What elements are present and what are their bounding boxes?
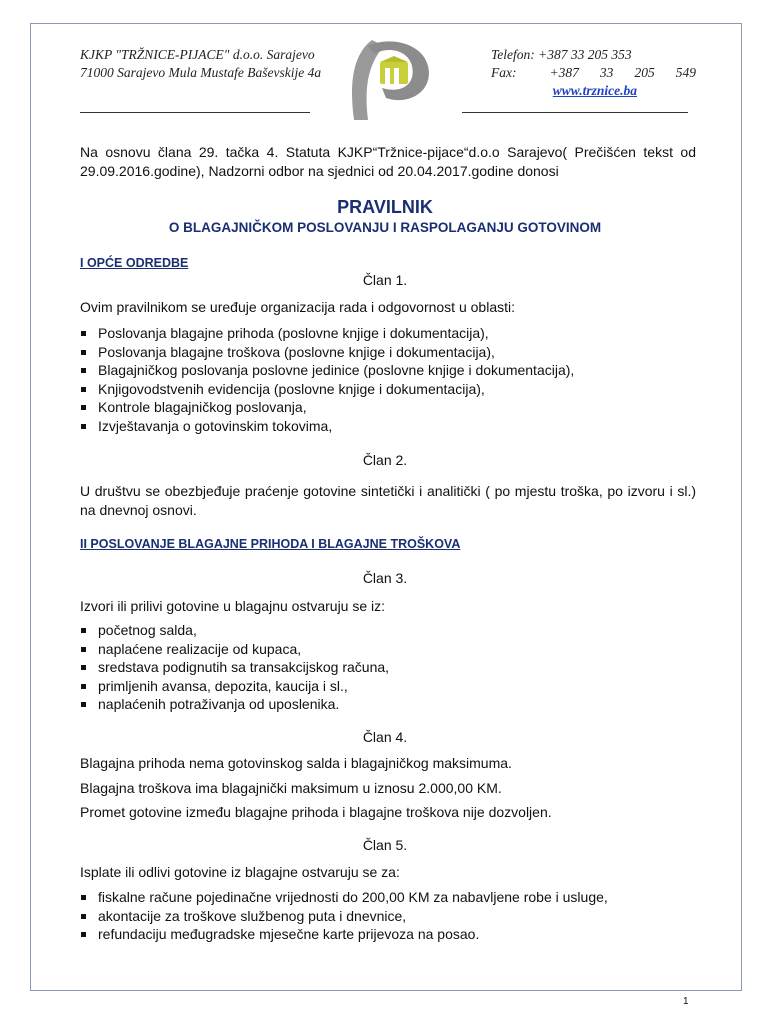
list-item: naplaćene realizacije od kupaca,: [80, 640, 696, 659]
article-1-heading: Član 1.: [362, 272, 408, 288]
article-3-heading: Član 3.: [362, 570, 408, 586]
website-link[interactable]: www.trznice.ba: [552, 83, 637, 98]
company-logo: [344, 36, 434, 122]
list-item: fiskalne račune pojedinačne vrijednosti do 200,00 KM za nabavljene robe i usluge,: [80, 888, 696, 907]
org-street: 71000 Sarajevo Mula Mustafe Baševskije 4a: [80, 65, 322, 80]
list-item: naplaćenih potraživanja od uposlenika.: [80, 695, 696, 714]
article-5-list: [80, 888, 696, 944]
org-name: KJKP "TRŽNICE-PIJACE" d.o.o. Sarajevo: [80, 47, 315, 62]
fax-line: [491, 64, 696, 82]
article-3-list: [80, 621, 696, 714]
page-number: 1: [683, 996, 689, 1007]
fax-part: +387: [549, 65, 579, 80]
article-1-lead: Ovim pravilnikom se uređuje organizacija rada i odgovornost u oblasti:: [80, 299, 515, 315]
list-item: Blagajničkog poslovanja poslovne jedinice (poslovne knjige i dokumentacija),: [80, 361, 696, 380]
document-subtitle: O BLAGAJNIČKOM POSLOVANJU I RASPOLAGANJU GOTOVINOM: [168, 220, 602, 235]
intro-paragraph: Na osnovu člana 29. tačka 4. Statuta KJKP“Tržnice-pijace“d.o.o Sarajevo( Prečišćen tekst od 29.09.2016.godine), Nadzorni odbor na sjednici od 20.04.2017.godine donosi: [80, 144, 696, 179]
header-rule-right: [462, 112, 688, 113]
org-address: [80, 46, 321, 82]
phone-line: Telefon: +387 33 205 353: [491, 47, 632, 62]
article-5-heading: Član 5.: [362, 837, 408, 853]
list-item: Izvještavanja o gotovinskim tokovima,: [80, 417, 696, 436]
header-rule-left: [80, 112, 310, 113]
article-2-text: U društvu se obezbjeđuje praćenje gotovine sintetički i analitički ( po mjestu troška, po izvoru i sl.) na dnevnoj osnovi.: [80, 483, 696, 518]
list-item: Poslovanja blagajne prihoda (poslovne knjige i dokumentacija),: [80, 324, 696, 343]
document-title: PRAVILNIK: [337, 197, 433, 217]
section-heading-2: II POSLOVANJE BLAGAJNE PRIHODA I BLAGAJNE TROŠKOVA: [80, 537, 461, 551]
article-4-paragraph: Blagajna prihoda nema gotovinskog salda i blagajničkog maksimuma.: [80, 755, 512, 771]
list-item: Kontrole blagajničkog poslovanja,: [80, 398, 696, 417]
article-4-paragraph: Blagajna troškova ima blagajnički maksimum u iznosu 2.000,00 KM.: [80, 780, 502, 796]
list-item: akontacije za troškove službenog puta i dnevnice,: [80, 907, 696, 926]
list-item: sredstava podignutih sa transakcijskog računa,: [80, 658, 696, 677]
fax-label: Fax:: [491, 65, 517, 80]
fax-part: 205: [634, 65, 655, 80]
list-item: primljenih avansa, depozita, kaucija i sl.,: [80, 677, 696, 696]
article-3-lead: Izvori ili prilivi gotovine u blagajnu ostvaruju se iz:: [80, 598, 386, 614]
fax-part: 549: [675, 65, 696, 80]
article-4-heading: Član 4.: [362, 729, 408, 745]
article-4-paragraph: Promet gotovine između blagajne prihoda i blagajne troškova nije dozvoljen.: [80, 804, 552, 820]
section-heading-1: I OPĆE ODREDBE: [80, 256, 189, 270]
article-2-heading: Član 2.: [362, 452, 408, 468]
contact-info: [491, 46, 696, 100]
list-item: Knjigovodstvenih evidencija (poslovne knjige i dokumentacija),: [80, 380, 696, 399]
article-1-list: [80, 324, 696, 435]
article-5-lead: Isplate ili odlivi gotovine iz blagajne ostvaruju se za:: [80, 864, 400, 880]
list-item: početnog salda,: [80, 621, 696, 640]
list-item: refundaciju međugradske mjesečne karte prijevoza na posao.: [80, 925, 696, 944]
list-item: Poslovanja blagajne troškova (poslovne knjige i dokumentacija),: [80, 343, 696, 362]
fax-part: 33: [599, 65, 614, 80]
